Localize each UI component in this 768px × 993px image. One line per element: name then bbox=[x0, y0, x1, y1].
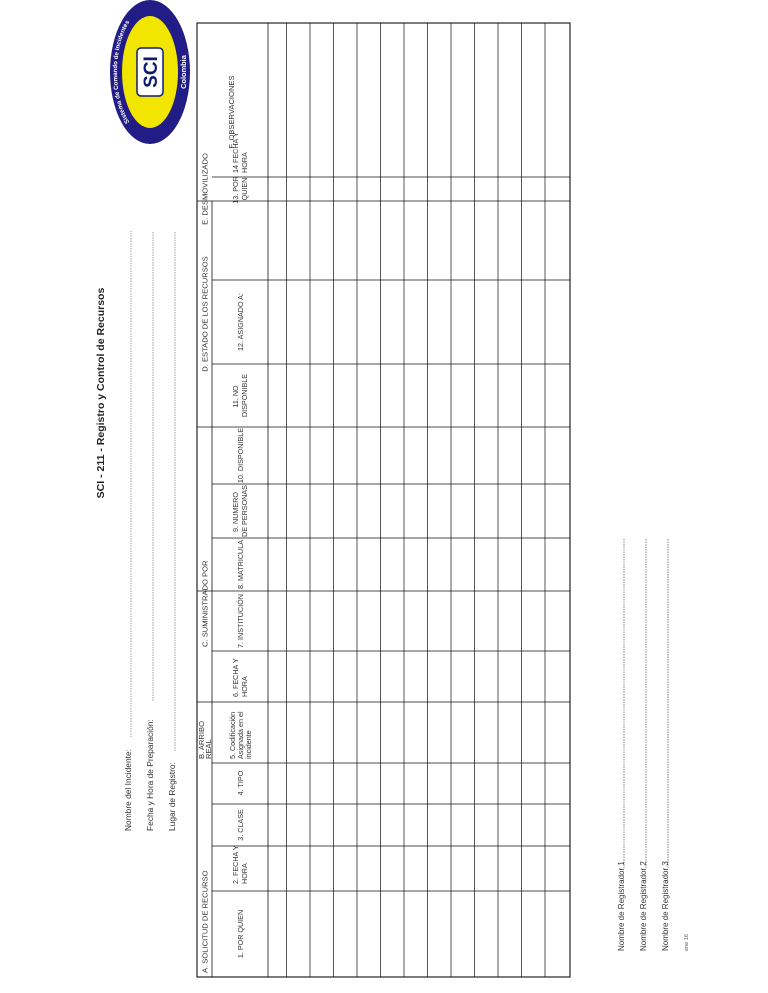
col-numero-personas: 9. NUMERO DE PERSONAS bbox=[231, 485, 249, 537]
registrador-1-label: Nombre de Registrador 1 bbox=[617, 861, 626, 951]
incident-name-label: Nombre del Incidente: bbox=[123, 749, 133, 831]
group-d-header: D. ESTADO DE LOS RECURSOS bbox=[200, 256, 210, 372]
registrador-2-label: Nombre de Registrador 2 bbox=[639, 861, 648, 951]
col-no-disponible: 11. NO DISPONIBLE bbox=[231, 373, 249, 418]
registrador-3-label: Nombre de Registrador 3 bbox=[661, 861, 670, 951]
sci-logo bbox=[110, 0, 190, 144]
col-por-quien-desmov: 13. POR QUIEN bbox=[231, 176, 249, 204]
col-matricula: 8. MATRICULA bbox=[236, 540, 245, 589]
group-a-header: A. SOLICITUD DE RECURSO bbox=[200, 870, 210, 973]
col-codificacion: 5. Codificación Asignada en el incidente bbox=[228, 711, 253, 759]
group-b-header: B. ARRIBO REAL bbox=[197, 721, 213, 759]
form-title: SCI - 211 - Registro y Control de Recursos bbox=[95, 287, 107, 499]
col-tipo: 4. TIPO bbox=[236, 770, 245, 796]
group-f-header: F. OBSERVACIONES bbox=[227, 75, 236, 149]
col-fecha-hora-arribo: 6. FECHA Y HORA bbox=[231, 658, 249, 697]
col-por-quien: 1. POR QUIEN bbox=[236, 909, 245, 959]
col-fecha-hora-desmov: 14 FECHA Y HORA bbox=[231, 132, 249, 173]
group-c-header: C. SUMINISTRADO POR bbox=[200, 560, 210, 647]
col-disponible: 10. DISPONIBLE bbox=[236, 427, 245, 484]
form-version: ene 16 bbox=[684, 934, 690, 951]
col-clase: 3. CLASE bbox=[236, 809, 245, 841]
col-institucion: 7. INSTITUCIÓN bbox=[236, 594, 245, 648]
group-e-header: E. DESMOVILIZADO bbox=[200, 153, 210, 225]
logo-ring-text: Sistema de Comando de Incidentes bbox=[111, 19, 132, 125]
prep-datetime-label: Fecha y Hora de Preparación: bbox=[145, 719, 155, 831]
registry-place-label: Lugar de Registro: bbox=[167, 762, 177, 831]
col-fecha-hora-solicitud: 2. FECHA Y HORA bbox=[231, 845, 249, 884]
col-asignado-a: 12. ASIGNADO A: bbox=[236, 293, 245, 351]
logo-acronym: SCI bbox=[141, 56, 162, 88]
logo-country: Colombia bbox=[179, 55, 188, 89]
